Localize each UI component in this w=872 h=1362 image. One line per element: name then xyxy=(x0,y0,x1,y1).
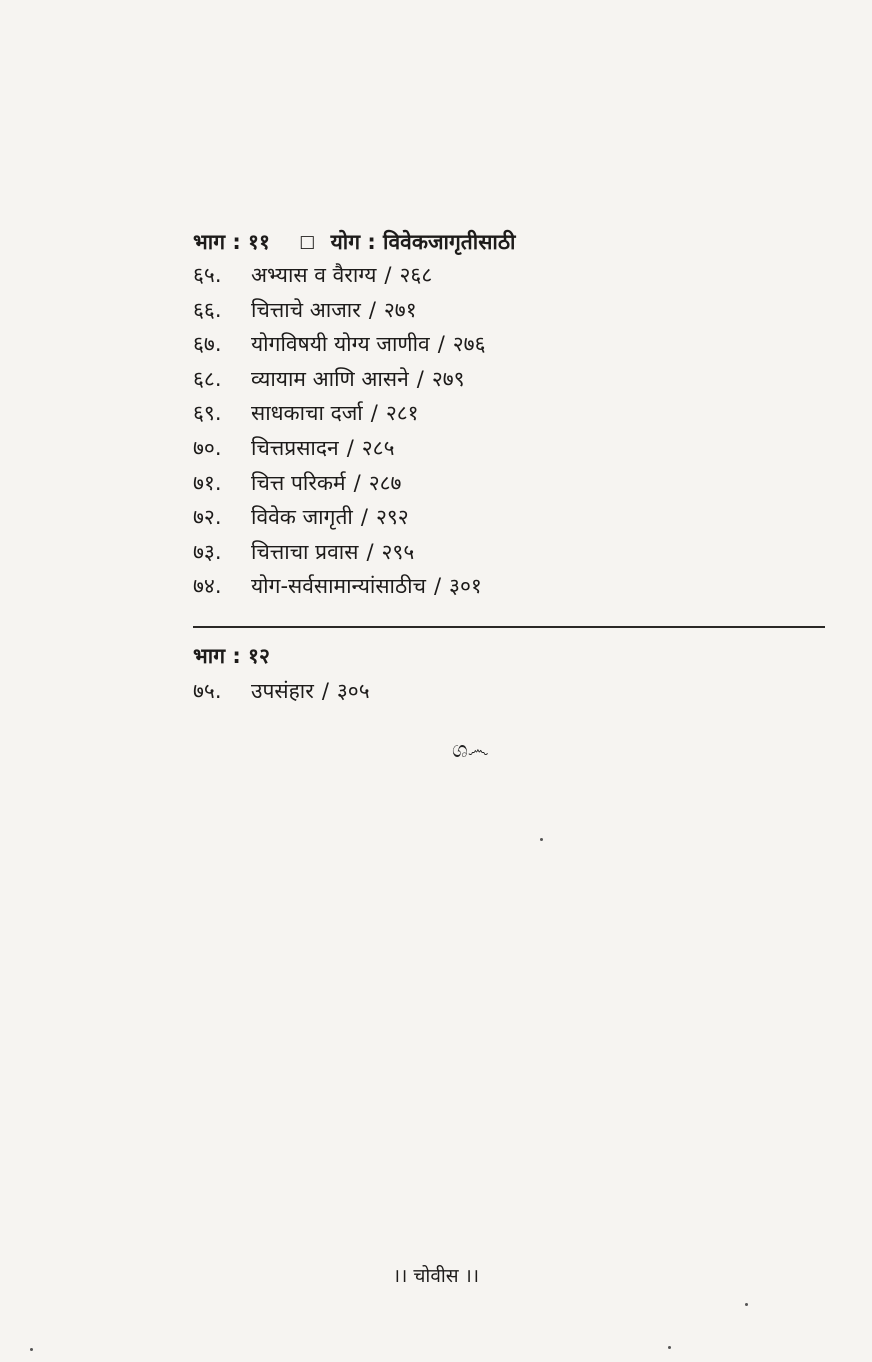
toc-entry: ७५. उपसंहार / ३०५ xyxy=(193,674,370,709)
entry-number: ६७. xyxy=(193,332,222,357)
scan-speck xyxy=(30,1348,33,1351)
entry-title: विवेक जागृती xyxy=(251,505,353,530)
entry-number: ७३. xyxy=(193,539,222,564)
entry-page: २८७ xyxy=(368,470,402,495)
entry-page: २९२ xyxy=(375,505,409,530)
part-title: योग : विवेकजागृतीसाठी xyxy=(330,230,516,254)
section-divider xyxy=(193,626,825,628)
entry-page: २८५ xyxy=(361,435,395,460)
toc-entry: ६६. चित्ताचे आजार / २७१ xyxy=(193,293,486,328)
part-11-toc-list xyxy=(193,258,486,604)
entry-number: ७१. xyxy=(193,470,222,495)
toc-entry: ६७. योगविषयी योग्य जाणीव / २७६ xyxy=(193,327,486,362)
toc-entry: ६५. अभ्यास व वैराग्य / २६८ xyxy=(193,258,486,293)
part-label: भाग : ११ xyxy=(193,230,270,254)
part-12-toc-list xyxy=(193,674,370,709)
entry-number: ६९. xyxy=(193,401,222,426)
entry-title: उपसंहार xyxy=(251,679,314,703)
entry-title: चित्त परिकर्म xyxy=(251,470,346,495)
toc-entry: ७१. चित्त परिकर्म / २८७ xyxy=(193,466,486,501)
toc-entry: ६८. व्यायाम आणि आसने / २७९ xyxy=(193,362,486,397)
part-11-heading xyxy=(193,228,516,256)
entry-number: ७४. xyxy=(193,574,222,599)
entry-title: योग-सर्वसामान्यांसाठीच xyxy=(251,574,426,599)
scan-speck xyxy=(668,1346,671,1349)
toc-entry: ७२. विवेक जागृती / २९२ xyxy=(193,500,486,535)
entry-title: योगविषयी योग्य जाणीव xyxy=(251,332,430,357)
entry-page: ३०१ xyxy=(449,574,482,599)
box-bullet-icon: □ xyxy=(299,232,316,252)
entry-title: चित्तप्रसादन xyxy=(251,435,339,460)
entry-page: २६८ xyxy=(399,263,433,287)
entry-title: साधकाचा दर्जा xyxy=(251,401,363,426)
entry-number: ७०. xyxy=(193,435,222,460)
entry-page: २९५ xyxy=(381,539,415,564)
entry-number: ६८. xyxy=(193,366,222,391)
scan-speck xyxy=(745,1303,748,1306)
entry-title: व्यायाम आणि आसने xyxy=(251,366,409,391)
toc-entry: ७४. योग-सर्वसामान्यांसाठीच / ३०१ xyxy=(193,569,486,604)
entry-page: २७९ xyxy=(431,366,465,391)
page-footer: ।। चोवीस ।। xyxy=(392,1265,480,1287)
entry-number: ६५. xyxy=(193,263,222,287)
toc-entry: ७०. चित्तप्रसादन / २८५ xyxy=(193,431,486,466)
part-12-heading xyxy=(193,642,270,670)
entry-number: ७२. xyxy=(193,505,222,530)
entry-page: ३०५ xyxy=(336,679,370,703)
entry-page: २७६ xyxy=(452,332,486,357)
part-label: भाग : १२ xyxy=(193,644,270,668)
entry-number: ७५. xyxy=(193,679,222,703)
entry-title: चित्ताचा प्रवास xyxy=(251,539,359,564)
ornament-flourish: ශ෴ xyxy=(452,738,489,763)
entry-title: चित्ताचे आजार xyxy=(251,297,361,322)
entry-title: अभ्यास व वैराग्य xyxy=(251,263,377,287)
toc-entry: ७३. चित्ताचा प्रवास / २९५ xyxy=(193,535,486,570)
entry-number: ६६. xyxy=(193,297,222,322)
scan-speck xyxy=(540,838,543,841)
entry-page: २७१ xyxy=(383,297,417,322)
entry-page: २८१ xyxy=(385,401,419,426)
toc-entry: ६९. साधकाचा दर्जा / २८१ xyxy=(193,396,486,431)
